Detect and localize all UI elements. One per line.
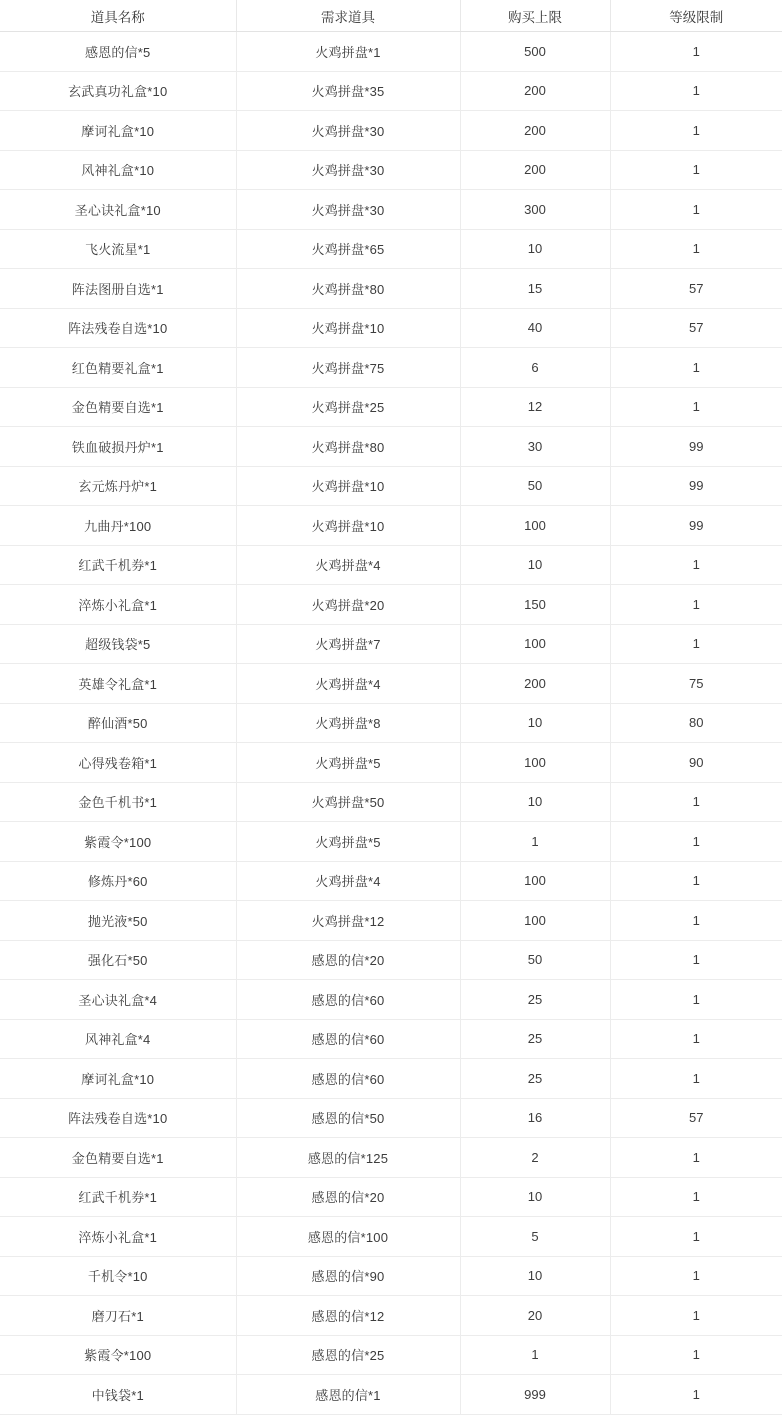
cell-level-limit: 1: [610, 1138, 782, 1178]
cell-required-item: 火鸡拼盘*25: [236, 387, 460, 427]
cell-required-item: 火鸡拼盘*4: [236, 664, 460, 704]
cell-required-item: 火鸡拼盘*30: [236, 190, 460, 230]
cell-item-name: 淬炼小礼盒*1: [0, 585, 236, 625]
cell-purchase-limit: 25: [460, 1059, 610, 1099]
cell-level-limit: 1: [610, 1256, 782, 1296]
table-row: [0, 1019, 782, 1059]
cell-item-name: 英雄令礼盒*1: [0, 664, 236, 704]
cell-purchase-limit: 15: [460, 269, 610, 309]
cell-required-item: 感恩的信*125: [236, 1138, 460, 1178]
cell-purchase-limit: 10: [460, 1256, 610, 1296]
column-header-purchase-limit: 购买上限: [460, 0, 610, 32]
cell-purchase-limit: 500: [460, 32, 610, 72]
cell-level-limit: 99: [610, 506, 782, 546]
cell-required-item: 火鸡拼盘*75: [236, 348, 460, 388]
cell-item-name: 圣心诀礼盒*4: [0, 980, 236, 1020]
table-row: [0, 585, 782, 625]
table-row: [0, 703, 782, 743]
cell-purchase-limit: 30: [460, 427, 610, 467]
cell-purchase-limit: 10: [460, 782, 610, 822]
cell-item-name: 超级钱袋*5: [0, 624, 236, 664]
table-row: [0, 1256, 782, 1296]
cell-purchase-limit: 200: [460, 664, 610, 704]
table-row: [0, 1296, 782, 1336]
cell-purchase-limit: 25: [460, 1019, 610, 1059]
cell-purchase-limit: 5: [460, 1217, 610, 1257]
cell-level-limit: 1: [610, 1217, 782, 1257]
cell-purchase-limit: 1: [460, 822, 610, 862]
cell-level-limit: 57: [610, 269, 782, 309]
table-row: [0, 506, 782, 546]
cell-purchase-limit: 10: [460, 703, 610, 743]
table-body: [0, 32, 782, 1415]
table-row: [0, 1335, 782, 1375]
cell-required-item: 火鸡拼盘*5: [236, 822, 460, 862]
table-row: [0, 901, 782, 941]
cell-required-item: 感恩的信*20: [236, 1177, 460, 1217]
table-row: [0, 269, 782, 309]
cell-item-name: 阵法图册自选*1: [0, 269, 236, 309]
cell-level-limit: 57: [610, 1098, 782, 1138]
cell-level-limit: 1: [610, 111, 782, 151]
cell-item-name: 红色精要礼盒*1: [0, 348, 236, 388]
cell-purchase-limit: 1: [460, 1335, 610, 1375]
cell-required-item: 感恩的信*90: [236, 1256, 460, 1296]
cell-required-item: 感恩的信*60: [236, 1019, 460, 1059]
cell-required-item: 火鸡拼盘*80: [236, 269, 460, 309]
cell-item-name: 九曲丹*100: [0, 506, 236, 546]
cell-required-item: 火鸡拼盘*10: [236, 466, 460, 506]
table-row: [0, 32, 782, 72]
cell-item-name: 铁血破损丹炉*1: [0, 427, 236, 467]
cell-item-name: 紫霞令*100: [0, 1335, 236, 1375]
table-row: [0, 545, 782, 585]
cell-item-name: 千机令*10: [0, 1256, 236, 1296]
table-row: [0, 308, 782, 348]
cell-level-limit: 99: [610, 427, 782, 467]
table-row: [0, 1375, 782, 1415]
cell-level-limit: 1: [610, 1375, 782, 1415]
cell-required-item: 感恩的信*1: [236, 1375, 460, 1415]
cell-item-name: 抛光液*50: [0, 901, 236, 941]
table-row: [0, 1059, 782, 1099]
cell-required-item: 感恩的信*12: [236, 1296, 460, 1336]
cell-level-limit: 1: [610, 1177, 782, 1217]
cell-level-limit: 1: [610, 229, 782, 269]
cell-item-name: 阵法残卷自选*10: [0, 308, 236, 348]
cell-purchase-limit: 100: [460, 861, 610, 901]
cell-item-name: 圣心诀礼盒*10: [0, 190, 236, 230]
table-header-row: [0, 0, 782, 32]
table-row: [0, 980, 782, 1020]
cell-purchase-limit: 50: [460, 940, 610, 980]
cell-purchase-limit: 10: [460, 545, 610, 585]
cell-required-item: 火鸡拼盘*12: [236, 901, 460, 941]
cell-level-limit: 1: [610, 150, 782, 190]
table-row: [0, 71, 782, 111]
cell-purchase-limit: 300: [460, 190, 610, 230]
cell-purchase-limit: 50: [460, 466, 610, 506]
cell-item-name: 金色千机书*1: [0, 782, 236, 822]
cell-level-limit: 1: [610, 624, 782, 664]
cell-purchase-limit: 100: [460, 743, 610, 783]
cell-purchase-limit: 20: [460, 1296, 610, 1336]
cell-required-item: 感恩的信*60: [236, 1059, 460, 1099]
cell-level-limit: 1: [610, 782, 782, 822]
table-row: [0, 387, 782, 427]
cell-purchase-limit: 10: [460, 229, 610, 269]
table-row: [0, 1138, 782, 1178]
cell-level-limit: 1: [610, 861, 782, 901]
cell-item-name: 摩诃礼盒*10: [0, 1059, 236, 1099]
cell-purchase-limit: 10: [460, 1177, 610, 1217]
cell-purchase-limit: 100: [460, 901, 610, 941]
table-row: [0, 111, 782, 151]
cell-item-name: 飞火流星*1: [0, 229, 236, 269]
table-row: [0, 190, 782, 230]
cell-level-limit: 1: [610, 71, 782, 111]
cell-item-name: 红武千机券*1: [0, 1177, 236, 1217]
cell-level-limit: 1: [610, 1019, 782, 1059]
cell-purchase-limit: 100: [460, 506, 610, 546]
cell-required-item: 火鸡拼盘*4: [236, 545, 460, 585]
cell-required-item: 火鸡拼盘*10: [236, 506, 460, 546]
cell-level-limit: 75: [610, 664, 782, 704]
cell-level-limit: 1: [610, 980, 782, 1020]
column-header-item-name: 道具名称: [0, 0, 236, 32]
table-row: [0, 1217, 782, 1257]
cell-level-limit: 1: [610, 940, 782, 980]
cell-item-name: 阵法残卷自选*10: [0, 1098, 236, 1138]
cell-required-item: 火鸡拼盘*20: [236, 585, 460, 625]
cell-level-limit: 1: [610, 585, 782, 625]
table-row: [0, 150, 782, 190]
table-row: [0, 822, 782, 862]
cell-item-name: 风神礼盒*10: [0, 150, 236, 190]
cell-level-limit: 80: [610, 703, 782, 743]
table-row: [0, 940, 782, 980]
cell-required-item: 火鸡拼盘*8: [236, 703, 460, 743]
cell-required-item: 感恩的信*100: [236, 1217, 460, 1257]
cell-purchase-limit: 25: [460, 980, 610, 1020]
cell-purchase-limit: 100: [460, 624, 610, 664]
cell-level-limit: 1: [610, 1296, 782, 1336]
cell-required-item: 火鸡拼盘*80: [236, 427, 460, 467]
column-header-level-limit: 等级限制: [610, 0, 782, 32]
table-row: [0, 229, 782, 269]
cell-purchase-limit: 200: [460, 150, 610, 190]
cell-required-item: 火鸡拼盘*65: [236, 229, 460, 269]
cell-required-item: 火鸡拼盘*5: [236, 743, 460, 783]
cell-level-limit: 1: [610, 32, 782, 72]
table-row: [0, 664, 782, 704]
cell-item-name: 风神礼盒*4: [0, 1019, 236, 1059]
cell-item-name: 紫霞令*100: [0, 822, 236, 862]
cell-level-limit: 1: [610, 545, 782, 585]
cell-required-item: 火鸡拼盘*10: [236, 308, 460, 348]
cell-item-name: 心得残卷箱*1: [0, 743, 236, 783]
cell-item-name: 感恩的信*5: [0, 32, 236, 72]
cell-required-item: 感恩的信*60: [236, 980, 460, 1020]
cell-item-name: 红武千机券*1: [0, 545, 236, 585]
cell-purchase-limit: 200: [460, 111, 610, 151]
cell-level-limit: 1: [610, 348, 782, 388]
cell-item-name: 醉仙酒*50: [0, 703, 236, 743]
cell-item-name: 金色精要自选*1: [0, 1138, 236, 1178]
cell-item-name: 淬炼小礼盒*1: [0, 1217, 236, 1257]
cell-required-item: 火鸡拼盘*30: [236, 150, 460, 190]
cell-required-item: 火鸡拼盘*4: [236, 861, 460, 901]
cell-purchase-limit: 200: [460, 71, 610, 111]
cell-purchase-limit: 12: [460, 387, 610, 427]
cell-required-item: 火鸡拼盘*1: [236, 32, 460, 72]
cell-required-item: 火鸡拼盘*30: [236, 111, 460, 151]
cell-item-name: 修炼丹*60: [0, 861, 236, 901]
cell-item-name: 摩诃礼盒*10: [0, 111, 236, 151]
cell-purchase-limit: 6: [460, 348, 610, 388]
table-row: [0, 1098, 782, 1138]
cell-level-limit: 1: [610, 1335, 782, 1375]
table-row: [0, 348, 782, 388]
cell-purchase-limit: 150: [460, 585, 610, 625]
table-row: [0, 782, 782, 822]
table-row: [0, 1177, 782, 1217]
cell-required-item: 火鸡拼盘*50: [236, 782, 460, 822]
cell-required-item: 感恩的信*50: [236, 1098, 460, 1138]
cell-level-limit: 99: [610, 466, 782, 506]
cell-level-limit: 1: [610, 822, 782, 862]
cell-level-limit: 1: [610, 190, 782, 230]
cell-required-item: 感恩的信*25: [236, 1335, 460, 1375]
cell-item-name: 磨刀石*1: [0, 1296, 236, 1336]
table-row: [0, 624, 782, 664]
cell-level-limit: 90: [610, 743, 782, 783]
table-row: [0, 427, 782, 467]
cell-required-item: 感恩的信*20: [236, 940, 460, 980]
cell-required-item: 火鸡拼盘*7: [236, 624, 460, 664]
cell-item-name: 金色精要自选*1: [0, 387, 236, 427]
cell-purchase-limit: 999: [460, 1375, 610, 1415]
column-header-required-item: 需求道具: [236, 0, 460, 32]
cell-level-limit: 1: [610, 387, 782, 427]
cell-level-limit: 57: [610, 308, 782, 348]
table-row: [0, 861, 782, 901]
cell-item-name: 中钱袋*1: [0, 1375, 236, 1415]
cell-level-limit: 1: [610, 901, 782, 941]
cell-item-name: 玄元炼丹炉*1: [0, 466, 236, 506]
cell-item-name: 强化石*50: [0, 940, 236, 980]
cell-required-item: 火鸡拼盘*35: [236, 71, 460, 111]
table-row: [0, 743, 782, 783]
table-row: [0, 466, 782, 506]
cell-purchase-limit: 16: [460, 1098, 610, 1138]
cell-purchase-limit: 2: [460, 1138, 610, 1178]
cell-purchase-limit: 40: [460, 308, 610, 348]
cell-item-name: 玄武真功礼盒*10: [0, 71, 236, 111]
cell-level-limit: 1: [610, 1059, 782, 1099]
